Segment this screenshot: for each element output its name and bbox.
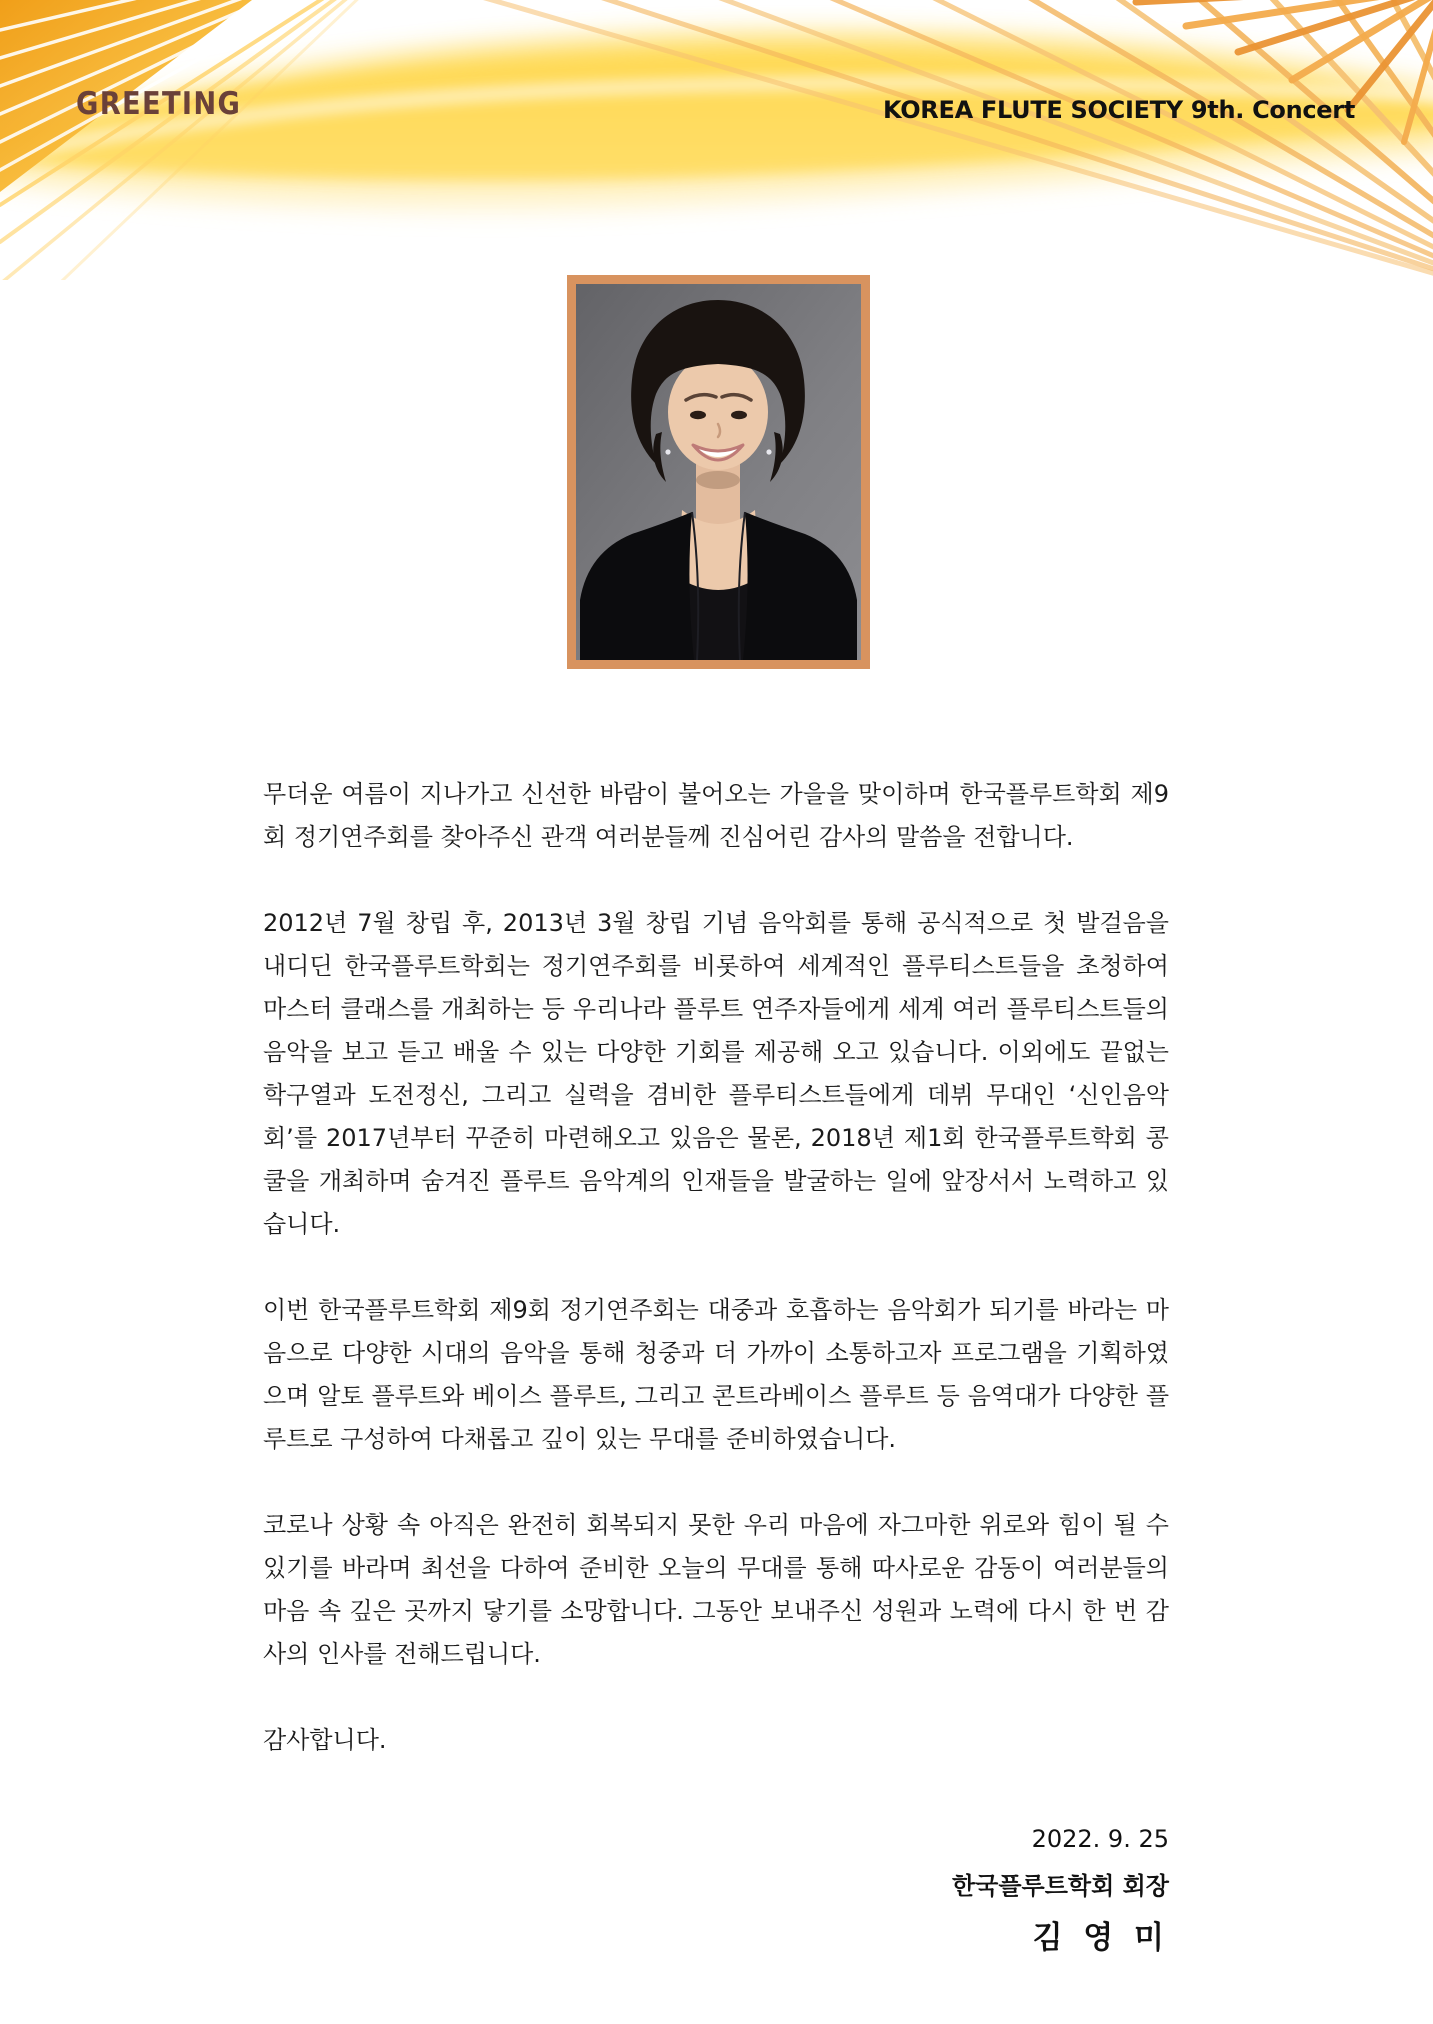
- signature-title: 한국플루트학회 회장: [951, 1872, 1169, 1900]
- letter-paragraph: 감사합니다.: [263, 1726, 387, 1754]
- portrait-frame: [567, 275, 870, 669]
- letter-paragraph: 2012년 7월 창립 후, 2013년 3월 창립 기념 음악회를 통해 공식적으로 첫 발걸음을 내디딘 한국플루트학회는 정기연주회를 비롯하여 세계적인 플루티스트들을 초청하여 마스터 클래스를 개최하는 등 우리나라 플루트 연주자들에게 세계 여러 플루티스트들의 음악을 보고 듣고 배울 수 있는 다양한 기회를 제공해 오고 있습니다. 이외에도 끝없는 학구열과 도전정신, 그리고 실력을 겸비한 플루티스트들에게 데뷔 무대인 ‘신인음악회’를 2017년부터 꾸준히 마련해오고 있음은 물론, 2018년 제1회 한국플루트학회 콩쿨을 개최하며 숨겨진 플루트 음악계의 인재들을 발굴하는 일에 앞장서서 노력하고 있습니다.: [263, 909, 1169, 1238]
- letter-paragraph: 이번 한국플루트학회 제9회 정기연주회는 대중과 호흡하는 음악회가 되기를 바라는 마음으로 다양한 시대의 음악을 통해 청중과 더 가까이 소통하고자 프로그램을 기획하였으며 알토 플루트와 베이스 플루트, 그리고 콘트라베이스 플루트 등 음역대가 다양한 플루트로 구성하여 다채롭고 깊이 있는 무대를 준비하였습니다.: [263, 1296, 1170, 1453]
- letter-paragraph: 코로나 상황 속 아직은 완전히 회복되지 못한 우리 마음에 자그마한 위로와 힘이 될 수 있기를 바라며 최선을 다하여 준비한 오늘의 무대를 통해 따사로운 감동이 여러분들의 마음 속 깊은 곳까지 닿기를 소망합니다. 그동안 보내주신 성원과 노력에 다시 한 번 감사의 인사를 전해드립니다.: [263, 1511, 1169, 1668]
- portrait-photo: [576, 284, 861, 660]
- top-decoration-graphic: [0, 0, 1433, 280]
- greeting-letter: [263, 773, 1169, 1966]
- signature-name: 김 영 미: [1032, 1920, 1169, 1956]
- event-title: KOREA FLUTE SOCIETY 9th. Concert: [882, 96, 1355, 124]
- page-title: GREETING: [76, 86, 242, 122]
- signature-date: 2022. 9. 25: [1031, 1825, 1169, 1853]
- signature-block: [263, 1816, 1169, 1966]
- letter-paragraph: 무더운 여름이 지나가고 신선한 바람이 불어오는 가을을 맞이하며 한국플루트학회 제9회 정기연주회를 찾아주신 관객 여러분들께 진심어린 감사의 말씀을 전합니다.: [263, 780, 1169, 851]
